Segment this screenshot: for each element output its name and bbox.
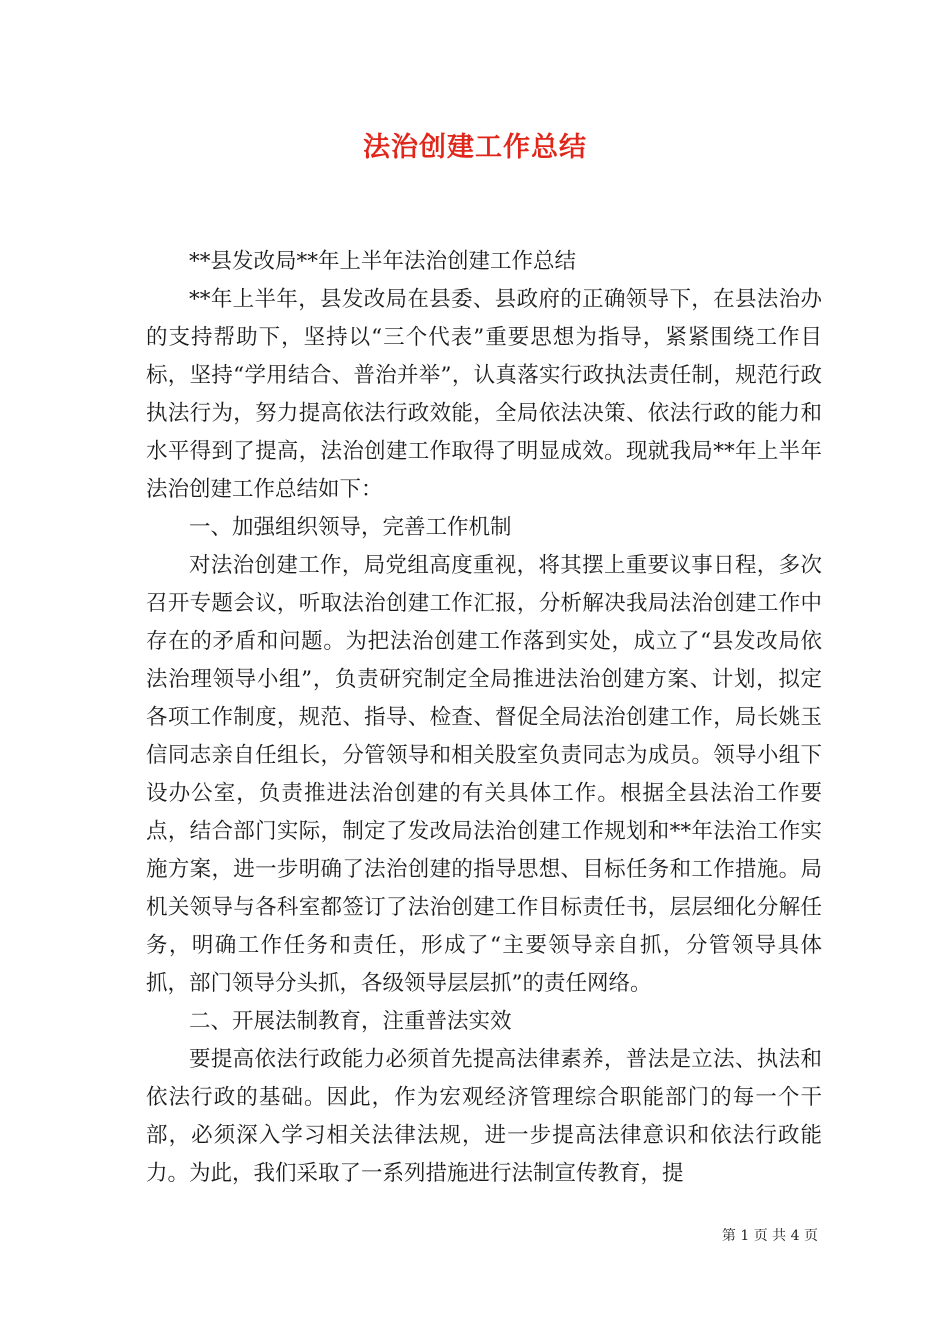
section-heading-2: 二、开展法制教育，注重普法实效	[189, 1009, 512, 1034]
section-heading-1: 一、加强组织领导，完善工作机制	[189, 515, 512, 540]
paragraph-intro: **年上半年，县发改局在县委、县政府的正确领导下，在县法治办的支持帮助下，坚持以“三个代表”重要思想为指导，紧紧围绕工作目标，坚持“学用结合、普治并举”，认真落实行政执法责任制，规范行政执法行为，努力提高依法行政效能，全局依法决策、依法行政的能力和水平得到了提高，法治创建工作取得了明显成效。现就我局**年上半年法治创建工作总结如下：	[146, 287, 822, 502]
document-title: 法治创建工作总结	[363, 132, 587, 163]
document-body	[146, 243, 822, 1193]
page-number-footer: 第 1 页 共 4 页	[721, 1228, 818, 1244]
paragraph-section-2: 要提高依法行政能力必须首先提高法律素养，普法是立法、执法和依法行政的基础。因此，作为宏观经济管理综合职能部门的每一个干部，必须深入学习相关法律法规，进一步提高法律意识和依法行政能力。为此，我们采取了一系列措施进行法制宣传教育，提	[146, 1047, 822, 1186]
paragraph-section-1: 对法治创建工作，局党组高度重视，将其摆上重要议事日程，多次召开专题会议，听取法治创建工作汇报，分析解决我局法治创建工作中存在的矛盾和问题。为把法治创建工作落到实处，成立了“县发改局依法治理领导小组”，负责研究制定全局推进法治创建方案、计划，拟定各项工作制度，规范、指导、检查、督促全局法治创建工作，局长姚玉信同志亲自任组长，分管领导和相关股室负责同志为成员。领导小组下设办公室，负责推进法治创建的有关具体工作。根据全县法治工作要点，结合部门实际，制定了发改局法治创建工作规划和**年法治工作实施方案，进一步明确了法治创建的指导思想、目标任务和工作措施。局机关领导与各科室都签订了法治创建工作目标责任书，层层细化分解任务，明确工作任务和责任，形成了“主要领导亲自抓，分管领导具体抓，部门领导分头抓，各级领导层层抓”的责任网络。	[146, 553, 822, 996]
paragraph-subtitle: **县发改局**年上半年法治创建工作总结	[189, 249, 577, 274]
